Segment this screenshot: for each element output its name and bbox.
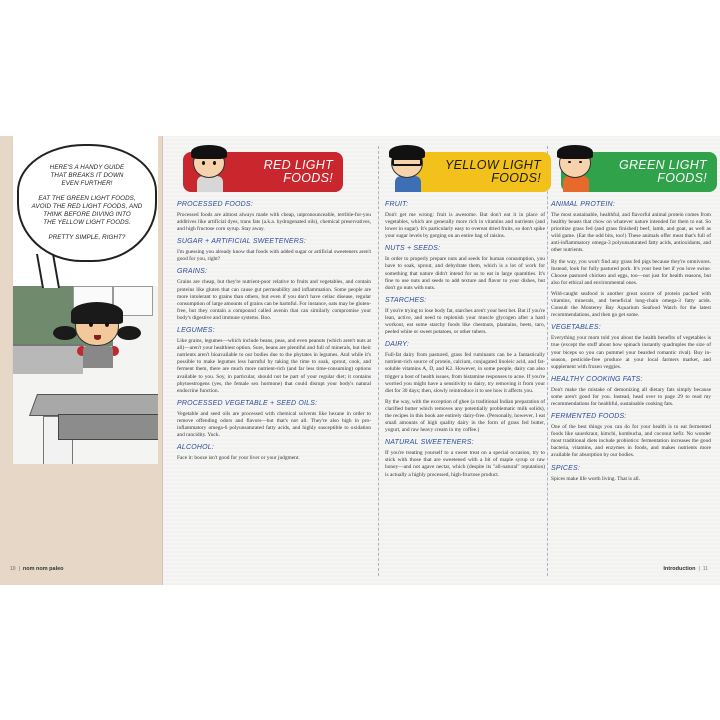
shirt xyxy=(197,176,223,192)
bubble-text: PRETTY SIMPLE, RIGHT? xyxy=(48,234,126,241)
section-animal-protein xyxy=(551,200,711,319)
section-body: By the way, you won't find any grass fed pigs because they're omnivores. Instead, look for fully pastured pork. It's your best bet if you love swine. Choose pastured chicken and eggs, too—not just for health reasons, but also for ethical and environmental ones. xyxy=(551,258,711,286)
apron xyxy=(83,346,113,368)
section-legumes xyxy=(177,326,371,395)
bubble-text: EVEN FURTHER! xyxy=(61,180,113,187)
section-heading: PROCESSED VEGETABLE + SEED OILS: xyxy=(177,399,318,407)
section-vegetables xyxy=(551,323,711,370)
counter-top xyxy=(58,414,158,440)
section-body: The most sustainable, healthful, and flavorful animal protein comes from healthy beasts that chow on whatever nature intended for them to eat. So prioritize grass fed (and grass finished) beef, lamb, and goat, as well as wild game. (Eat the odd bits, too!) These animals offer meat that's full of anti-inflammatory omega-3 polyunsaturated fatty acids, antioxidants, and other nutrients. xyxy=(551,212,711,254)
section-starches xyxy=(385,296,545,336)
banner-title: GREEN LIGHT FOODS! xyxy=(618,158,707,185)
mouth xyxy=(94,335,101,340)
section-heading: VEGETABLES: xyxy=(551,324,601,332)
boy-character xyxy=(189,148,229,194)
section-seed-oils xyxy=(177,399,371,439)
page-number: 11 xyxy=(702,566,708,572)
eye xyxy=(568,161,571,163)
section-heading: STARCHES: xyxy=(385,296,427,304)
section-body: Full-fat dairy from pastured, grass fed ruminants can be a fantastically nutrient-rich source of protein, calcium, conjugated linoleic acid, and fat-soluble vitamins A, D, and K2. However, in some people, dairy can also trigger a host of health issues, from histamine responses to acne. If you're worried you might have a sensitivity to dairy, try removing it from your diet for 30 days; then, slowly reintroduce it to see how it affects you. xyxy=(385,352,545,394)
section-heading: NUTS + SEEDS: xyxy=(385,245,441,253)
footer-separator: | xyxy=(18,566,20,572)
hair xyxy=(557,145,593,159)
speech-tail xyxy=(36,254,60,288)
bubble-text: EAT THE GREEN LIGHT FOODS, xyxy=(38,195,136,202)
section-body: Everything your mom told you about the health benefits of vegetables is true (except the stuff about how spinach instantly quadruples the size of your biceps so you can pummel your bearded romantic rival). Buy in-season, pesticide-free produce at your local farmers market, and supplement with frozen veggies. xyxy=(551,335,711,370)
column-divider xyxy=(378,146,379,576)
section-body: Wild-caught seafood is another great source of protein packed with vitamins, minerals, and beneficial long-chain omega-3 fatty acids. Consult the Monterey Bay Aquarium Seafood Watch for the latest recommendations, and then go get some. xyxy=(551,290,711,319)
section-body: Vegetable and seed oils are processed with chemical solvents like hexane in order to remove offending odors and flavors—but that's not all. They're also high in pro-inflammatory omega-6 polyunsaturated fatty acids, and highly susceptible to oxidation and rancidity. Yuck. xyxy=(177,410,371,439)
bubble-text: THINK BEFORE DIVING INTO xyxy=(43,211,131,218)
footer-separator: | xyxy=(698,566,700,572)
hair xyxy=(71,302,123,324)
column-divider xyxy=(547,146,548,576)
green-light-column xyxy=(551,152,711,487)
banner-title: RED LIGHT FOODS! xyxy=(263,158,333,185)
section-spices xyxy=(551,464,711,483)
bubble-text: HERE'S A HANDY GUIDE xyxy=(49,164,125,171)
section-body: Spices make life worth living. That is all. xyxy=(551,475,640,482)
page-number: 10 xyxy=(10,566,16,572)
section-sugar xyxy=(177,237,371,263)
section-fermented-foods xyxy=(551,412,711,459)
comic-panel xyxy=(12,136,158,464)
bubble-text: THE YELLOW LIGHT FOODS. xyxy=(43,219,131,226)
red-light-banner xyxy=(183,152,343,192)
section-body: In order to properly prepare nuts and seeds for human consumption, you have to soak, sprout, and dehydrate them, which is a lot of work for something that nature didn't intend for us to eat in large quantities. It's fine to use nuts and seeds to add texture and flavor to your dishes, but don't go nuts with nuts. xyxy=(385,256,545,291)
section-fruit xyxy=(385,200,545,240)
eye xyxy=(105,322,109,327)
section-body: Face it: booze isn't good for your liver or your judgment. xyxy=(177,455,300,462)
green-light-banner xyxy=(561,152,717,192)
section-body: Don't make the mistake of demonizing all dietary fats simply because some aren't good for you. Instead, head over to page 29 to read my recommendations for healthful, sustainable cooking fats. xyxy=(551,386,711,407)
hair xyxy=(389,145,425,159)
shirt xyxy=(395,176,421,192)
bubble-text: THAT BREAKS IT DOWN xyxy=(50,172,124,179)
section-heading: ALCOHOL: xyxy=(177,444,214,452)
eye xyxy=(89,322,93,327)
red-light-column xyxy=(177,152,371,466)
pigtail-right xyxy=(117,326,141,340)
man-with-glasses-character xyxy=(387,148,427,194)
section-heading: LEGUMES: xyxy=(177,327,215,335)
section-body: Processed foods are almost always made with cheap, unpronounceable, terrible-for-you additives like artificial dyes, trans fats (a.k.a. hydrogenated oils), chemical preservatives, and high fructose corn syrup. Stay away. xyxy=(177,212,371,233)
book-brand: nom nom paleo xyxy=(22,566,64,572)
section-heading: FERMENTED FOODS: xyxy=(551,413,627,421)
section-heading: PROCESSED FOODS: xyxy=(177,201,253,208)
pigtail-left xyxy=(53,326,77,340)
glasses xyxy=(392,158,422,166)
section-body: Like grains, legumes—which include beans, peas, and even peanuts (which aren't nuts at all)—aren't your healthiest option. Sure, beans are plentiful and full of minerals, but their nutrients aren't bioavailable to our bodies due to the phytates in legumes. And while it's possible to make legumes less harmful by taking the time to soak, sprout, cook, and ferment them, there are much more nutrient-rich (and far less time-consuming) options available to you. Soy, in particular, should not be part of your regular diet; it contains phytoestrogens (yes, the female sex hormone) that could disrupt your body's natural endocrine function. xyxy=(177,338,371,394)
book-spread xyxy=(0,136,720,585)
section-heading: FRUIT: xyxy=(385,201,409,208)
yellow-light-banner xyxy=(401,152,551,192)
shirt xyxy=(563,176,589,192)
section-grains xyxy=(177,267,371,322)
section-heading: SPICES: xyxy=(551,464,581,472)
eye xyxy=(579,161,582,163)
child-character xyxy=(555,148,595,194)
section-heading: NATURAL SWEETENERS: xyxy=(385,439,474,447)
section-heading: HEALTHY COOKING FATS: xyxy=(551,375,643,383)
section-body: By the way, with the exception of ghee (a traditional Indian preparation of clarified butter which removes any potentially problematic milk solids), the recipes in this book are entirely dairy-free. (Personally, however, I eat small amounts of high quality dairy in the form of grass fed butter, yogurt, and raw heavy cream in my coffee.) xyxy=(385,398,545,434)
section-processed-foods xyxy=(177,200,371,233)
section-body: Don't get me wrong: fruit is awesome. But don't eat it in place of vegetables, which are generally more rich in vitamins and nutrients (and lower in sugar). It's particularly easy to overeat dried fruits, so don't spike your sugar levels by gorging on an entire bag of raisins. xyxy=(385,212,545,240)
section-heading: DAIRY: xyxy=(385,341,410,349)
section-heading: ANIMAL PROTEIN: xyxy=(551,201,615,208)
left-page xyxy=(0,136,163,585)
chapter-name: Introduction xyxy=(663,566,696,572)
right-page xyxy=(163,136,720,585)
section-body: One of the best things you can do for your health is to eat fermented foods like sauerkraut, kimchi, kombucha, and coconut kefir. No wonder most traditional diets include probiotics: fermentation increases the good bacteria, vitamins, and enzymes in foods, and makes nutrients more available for absorption by our bodies. xyxy=(551,424,711,459)
banner-title: YELLOW LIGHT FOODS! xyxy=(445,158,541,185)
counter-top xyxy=(29,394,158,416)
right-page-footer xyxy=(663,566,708,572)
bubble-text: AVOID THE RED LIGHT FOODS, AND xyxy=(31,203,143,210)
section-body: If you're treating yourself to a sweet treat on a special occasion, try to stick with those that are sweetened with a bit of maple syrup or raw honey—and not agave nectar, which (despite its "all-natural" reputation) is actually a highly processed, high-fructose product. xyxy=(385,450,545,478)
section-natural-sweeteners xyxy=(385,438,545,478)
yellow-light-column xyxy=(385,152,545,483)
speech-bubble xyxy=(17,144,157,262)
section-body: If you're trying to lose body fat, starches aren't your best bet. But if you're lean, active, and need to replenish your muscle glycogen after a hard workout, eat some starchy foods like chestnuts, plantains, beets, taro, peeled white or sweet potatoes, or other tubers. xyxy=(385,307,545,336)
section-body: Grains are cheap, but they're nutrient-poor relative to fruits and vegetables, and contain proteins like gluten that can cause gut permeability and inflammation. Some people are more intolerant to grains than others, but even if you don't have celiac disease, regular consumption of large amounts of grains can be harmful. For instance, oats may be gluten-free, but they contain a compound called avenin that can similarly compromise your body's digestive and immune systems. Boo. xyxy=(177,279,371,321)
section-heading: GRAINS: xyxy=(177,268,208,276)
section-dairy xyxy=(385,340,545,434)
hair xyxy=(191,145,227,159)
section-heading: SUGAR + ARTIFICIAL SWEETENERS: xyxy=(177,238,306,246)
left-page-footer xyxy=(10,566,64,572)
section-alcohol xyxy=(177,443,371,462)
section-cooking-fats xyxy=(551,375,711,408)
section-body: I'm guessing you already know that foods with added sugar or artificial sweeteners aren't good for you, right? xyxy=(177,249,371,263)
section-nuts-seeds xyxy=(385,244,545,291)
stove xyxy=(13,344,83,374)
eye xyxy=(202,161,205,165)
eye xyxy=(213,161,216,165)
